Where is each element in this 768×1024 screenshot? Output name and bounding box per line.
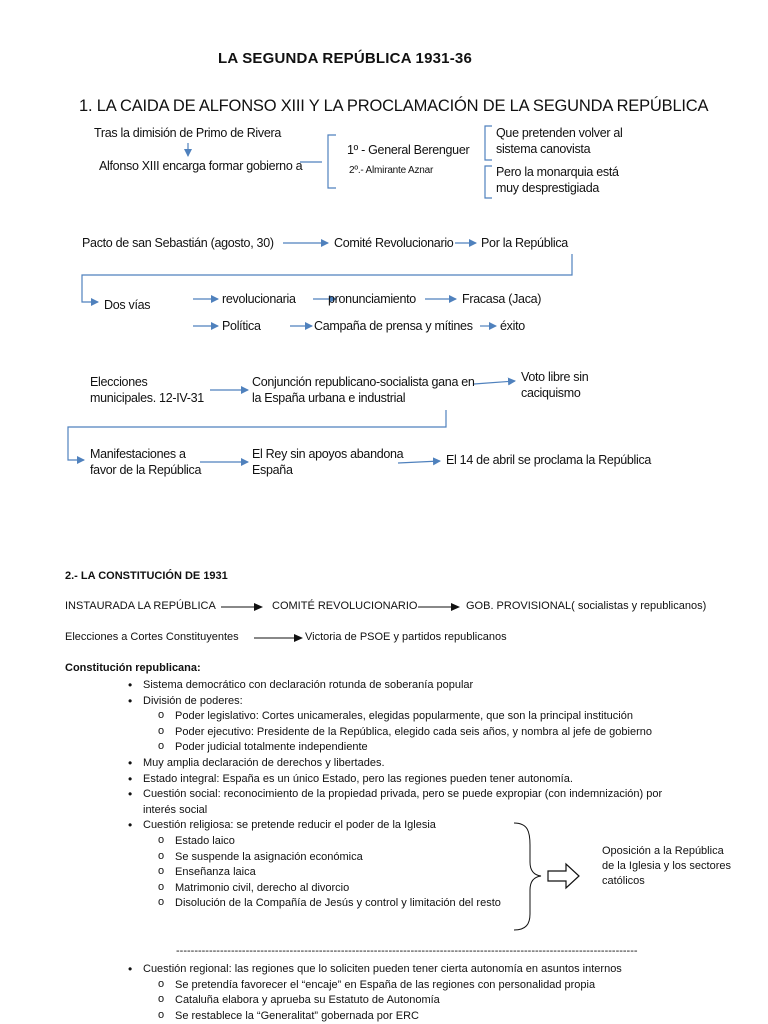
aznar-text: 2º.- Almirante Aznar [349,165,434,176]
list-item: o Se restablece la “Generalitat” gobernada por ERC [143,1009,622,1024]
instaurada-text: INSTAURADA LA REPÚBLICA [65,600,216,612]
rey-line1: El Rey sin apoyos abandona [252,447,404,461]
manifestaciones-line1: Manifestaciones a [90,447,186,461]
constitucion-heading: Constitución republicana: [65,662,201,674]
rey-line2: España [252,463,293,477]
pronunciamiento-text: pronunciamiento [328,292,416,306]
pretenden-line2: sistema canovista [496,142,591,156]
section2-heading: 2.- LA CONSTITUCIÓN DE 1931 [65,570,228,582]
oposicion-line2: de la Iglesia y los sectores [602,860,732,872]
voto-line1: Voto libre sin [521,370,589,384]
list-item: o Disolución de la Compañía de Jesús y control y limitación del resto [143,896,662,912]
fracasa-text: Fracasa (Jaca) [462,292,542,306]
voto-line2: caciquismo [521,386,581,400]
gob-provisional-text: GOB. PROVISIONAL( socialistas y republicanos) [466,600,707,612]
comite-revolucionario-text: COMITÉ REVOLUCIONARIO [272,600,418,612]
regional-list [143,962,622,1024]
pretenden-line1: Que pretenden volver al [496,126,623,140]
list-item: • Cuestión religiosa: se pretende reducir el poder de la Iglesia [143,818,662,834]
list-item: o Matrimonio civil, derecho al divorcio [143,881,662,897]
encarga-text: Alfonso XIII encarga formar gobierno a [99,159,303,173]
list-item: o Se pretendía favorecer el “encaje” en España de las regiones con personalidad propia [143,978,622,994]
elecciones-line2: municipales. 12-IV-31 [90,391,204,405]
list-item: o Cataluña elabora y aprueba su Estatuto de Autonomía [143,993,622,1009]
list-item: • Cuestión regional: las regiones que lo soliciten pueden tener cierta autonomía en asuntos internos [143,962,622,978]
list-item: o Estado laico [143,834,662,850]
oposicion-line1: Oposición a la República [602,845,724,857]
dos-vias-text: Dos vías [104,298,151,312]
manifestaciones-line2: favor de la República [90,463,202,477]
berenguer-text: 1º - General Berenguer [347,143,470,157]
elecciones-line1: Elecciones [90,375,148,389]
monarquia-line2: muy desprestigiada [496,181,599,195]
por-republica-text: Por la República [481,236,568,250]
list-item: o Poder judicial totalmente independiente [143,740,662,756]
list-item: • Cuestión social: reconocimiento de la propiedad privada, pero se puede expropiar (con indemnización) por [143,787,662,803]
victoria-text: Victoria de PSOE y partidos republicanos [305,631,507,643]
list-item: o Poder legislativo: Cortes unicamerales, elegidas popularmente, que son la principal institución [143,709,662,725]
separator-line: ------------------------------------------------------------------------------------------------------------------------------ [176,945,638,957]
page-title: LA SEGUNDA REPÚBLICA 1931-36 [218,50,472,67]
elecciones-cortes-text: Elecciones a Cortes Constituyentes [65,631,239,643]
list-item: o Enseñanza laica [143,865,662,881]
list-item: • División de poderes: [143,694,662,710]
conjuncion-line2: la España urbana e industrial [252,391,406,405]
conjuncion-line1: Conjunción republicano-socialista gana en [252,375,475,389]
list-item: • Sistema democrático con declaración rotunda de soberanía popular [143,678,662,694]
exito-text: éxito [500,319,525,333]
oposicion-line3: católicos [602,875,645,887]
dimision-text: Tras la dimisión de Primo de Rivera [94,126,282,140]
list-item: o Se suspende la asignación económica [143,850,662,866]
list-item: interés social [143,803,208,816]
proclama-text: El 14 de abril se proclama la República [446,453,652,467]
list-item: • Estado integral: España es un único Estado, pero las regiones pueden tener autonomía. [143,772,662,788]
constitucion-list [143,678,662,912]
politica-text: Política [222,319,261,333]
revolucionaria-text: revolucionaria [222,292,296,306]
list-item: o Poder ejecutivo: Presidente de la República, elegido cada seis años, y nombra al jefe de gobierno [143,725,662,741]
section1-heading: 1. LA CAIDA DE ALFONSO XIII Y LA PROCLAMACIÓN DE LA SEGUNDA REPÚBLICA [79,97,709,115]
list-item: • Muy amplia declaración de derechos y libertades. [143,756,662,772]
pacto-text: Pacto de san Sebastián (agosto, 30) [82,236,274,250]
campana-text: Campaña de prensa y mítines [314,319,473,333]
comite-text: Comité Revolucionario [334,236,454,250]
monarquia-line1: Pero la monarquia está [496,165,619,179]
